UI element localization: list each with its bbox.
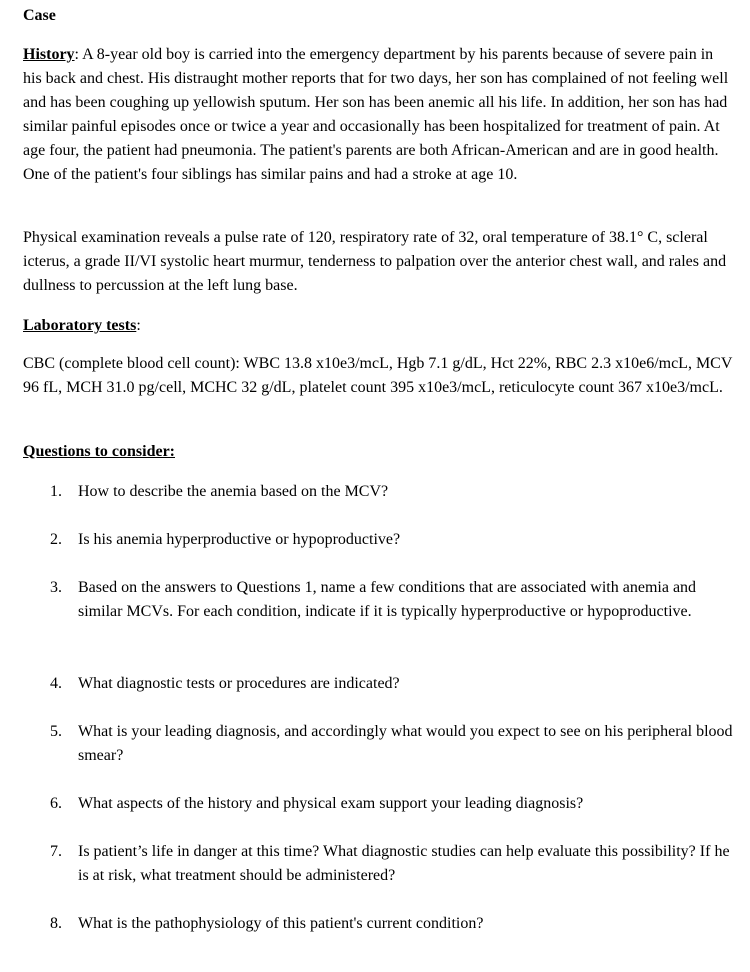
question-number: 8. (50, 915, 62, 932)
history-text: : A 8-year old boy is carried into the emergency department by his parents because of severe pain in his back and chest. His distraught mother reports that for two days, her son has complained of not feeling well and has been coughing up yellowish sputum. Her son has been anemic all his life. In addition, her son has had similar painful episodes once or twice a year and occasionally has been hospitalized for treatment of pain. At age four, the patient had pneumonia. The patient's parents are both African-American and are in good health. One of the patient's four siblings has similar pains and had a stroke at age 10. (23, 46, 729, 183)
question-number: 4. (50, 675, 62, 692)
lab-tests-suffix: : (136, 317, 141, 334)
history-label: History (23, 46, 75, 63)
question-text: What aspects of the history and physical exam support your leading diagnosis? (78, 795, 584, 812)
question-number: 5. (50, 723, 62, 740)
question-text: Is patient’s life in danger at this time? What diagnostic studies can help evaluate this possibility? If he is at risk, what treatment should be administered? (78, 843, 730, 884)
questions-label: Questions to consider: (23, 443, 175, 460)
history-paragraph (23, 43, 735, 187)
question-text: What is the pathophysiology of this patient's current condition? (78, 915, 484, 932)
lab-tests-label: Laboratory tests (23, 317, 137, 334)
question-text: Based on the answers to Questions 1, name a few conditions that are associated with anemia and similar MCVs. For each condition, indicate if it is typically hyperproductive or hypoproductive. (78, 579, 697, 620)
questions-heading (23, 440, 735, 464)
question-number: 3. (50, 579, 62, 596)
question-text: How to describe the anemia based on the MCV? (78, 483, 389, 500)
lab-tests-heading (23, 314, 735, 338)
cbc-paragraph: CBC (complete blood cell count): WBC 13.8 x10e3/mcL, Hgb 7.1 g/dL, Hct 22%, RBC 2.3 x10e6/mcL, MCV 96 fL, MCH 31.0 pg/cell, MCHC 32 g/dL, platelet count 395 x10e3/mcL, reticulocyte count 367 x10e3/mcL. (23, 355, 733, 396)
question-text: What is your leading diagnosis, and accordingly what would you expect to see on his peripheral blood smear? (78, 723, 733, 764)
question-number: 6. (50, 795, 62, 812)
physical-exam-paragraph: Physical examination reveals a pulse rate of 120, respiratory rate of 32, oral temperature of 38.1° C, scleral icterus, a grade II/VI systolic heart murmur, tenderness to palpation over the anterior chest wall, and rales and dullness to percussion at the left lung base. (23, 229, 727, 294)
question-text: Is his anemia hyperproductive or hypoproductive? (78, 531, 401, 548)
question-number: 7. (50, 843, 62, 860)
question-number: 1. (50, 483, 62, 500)
question-text: What diagnostic tests or procedures are indicated? (78, 675, 400, 692)
case-title: Case (23, 7, 56, 24)
question-number: 2. (50, 531, 62, 548)
